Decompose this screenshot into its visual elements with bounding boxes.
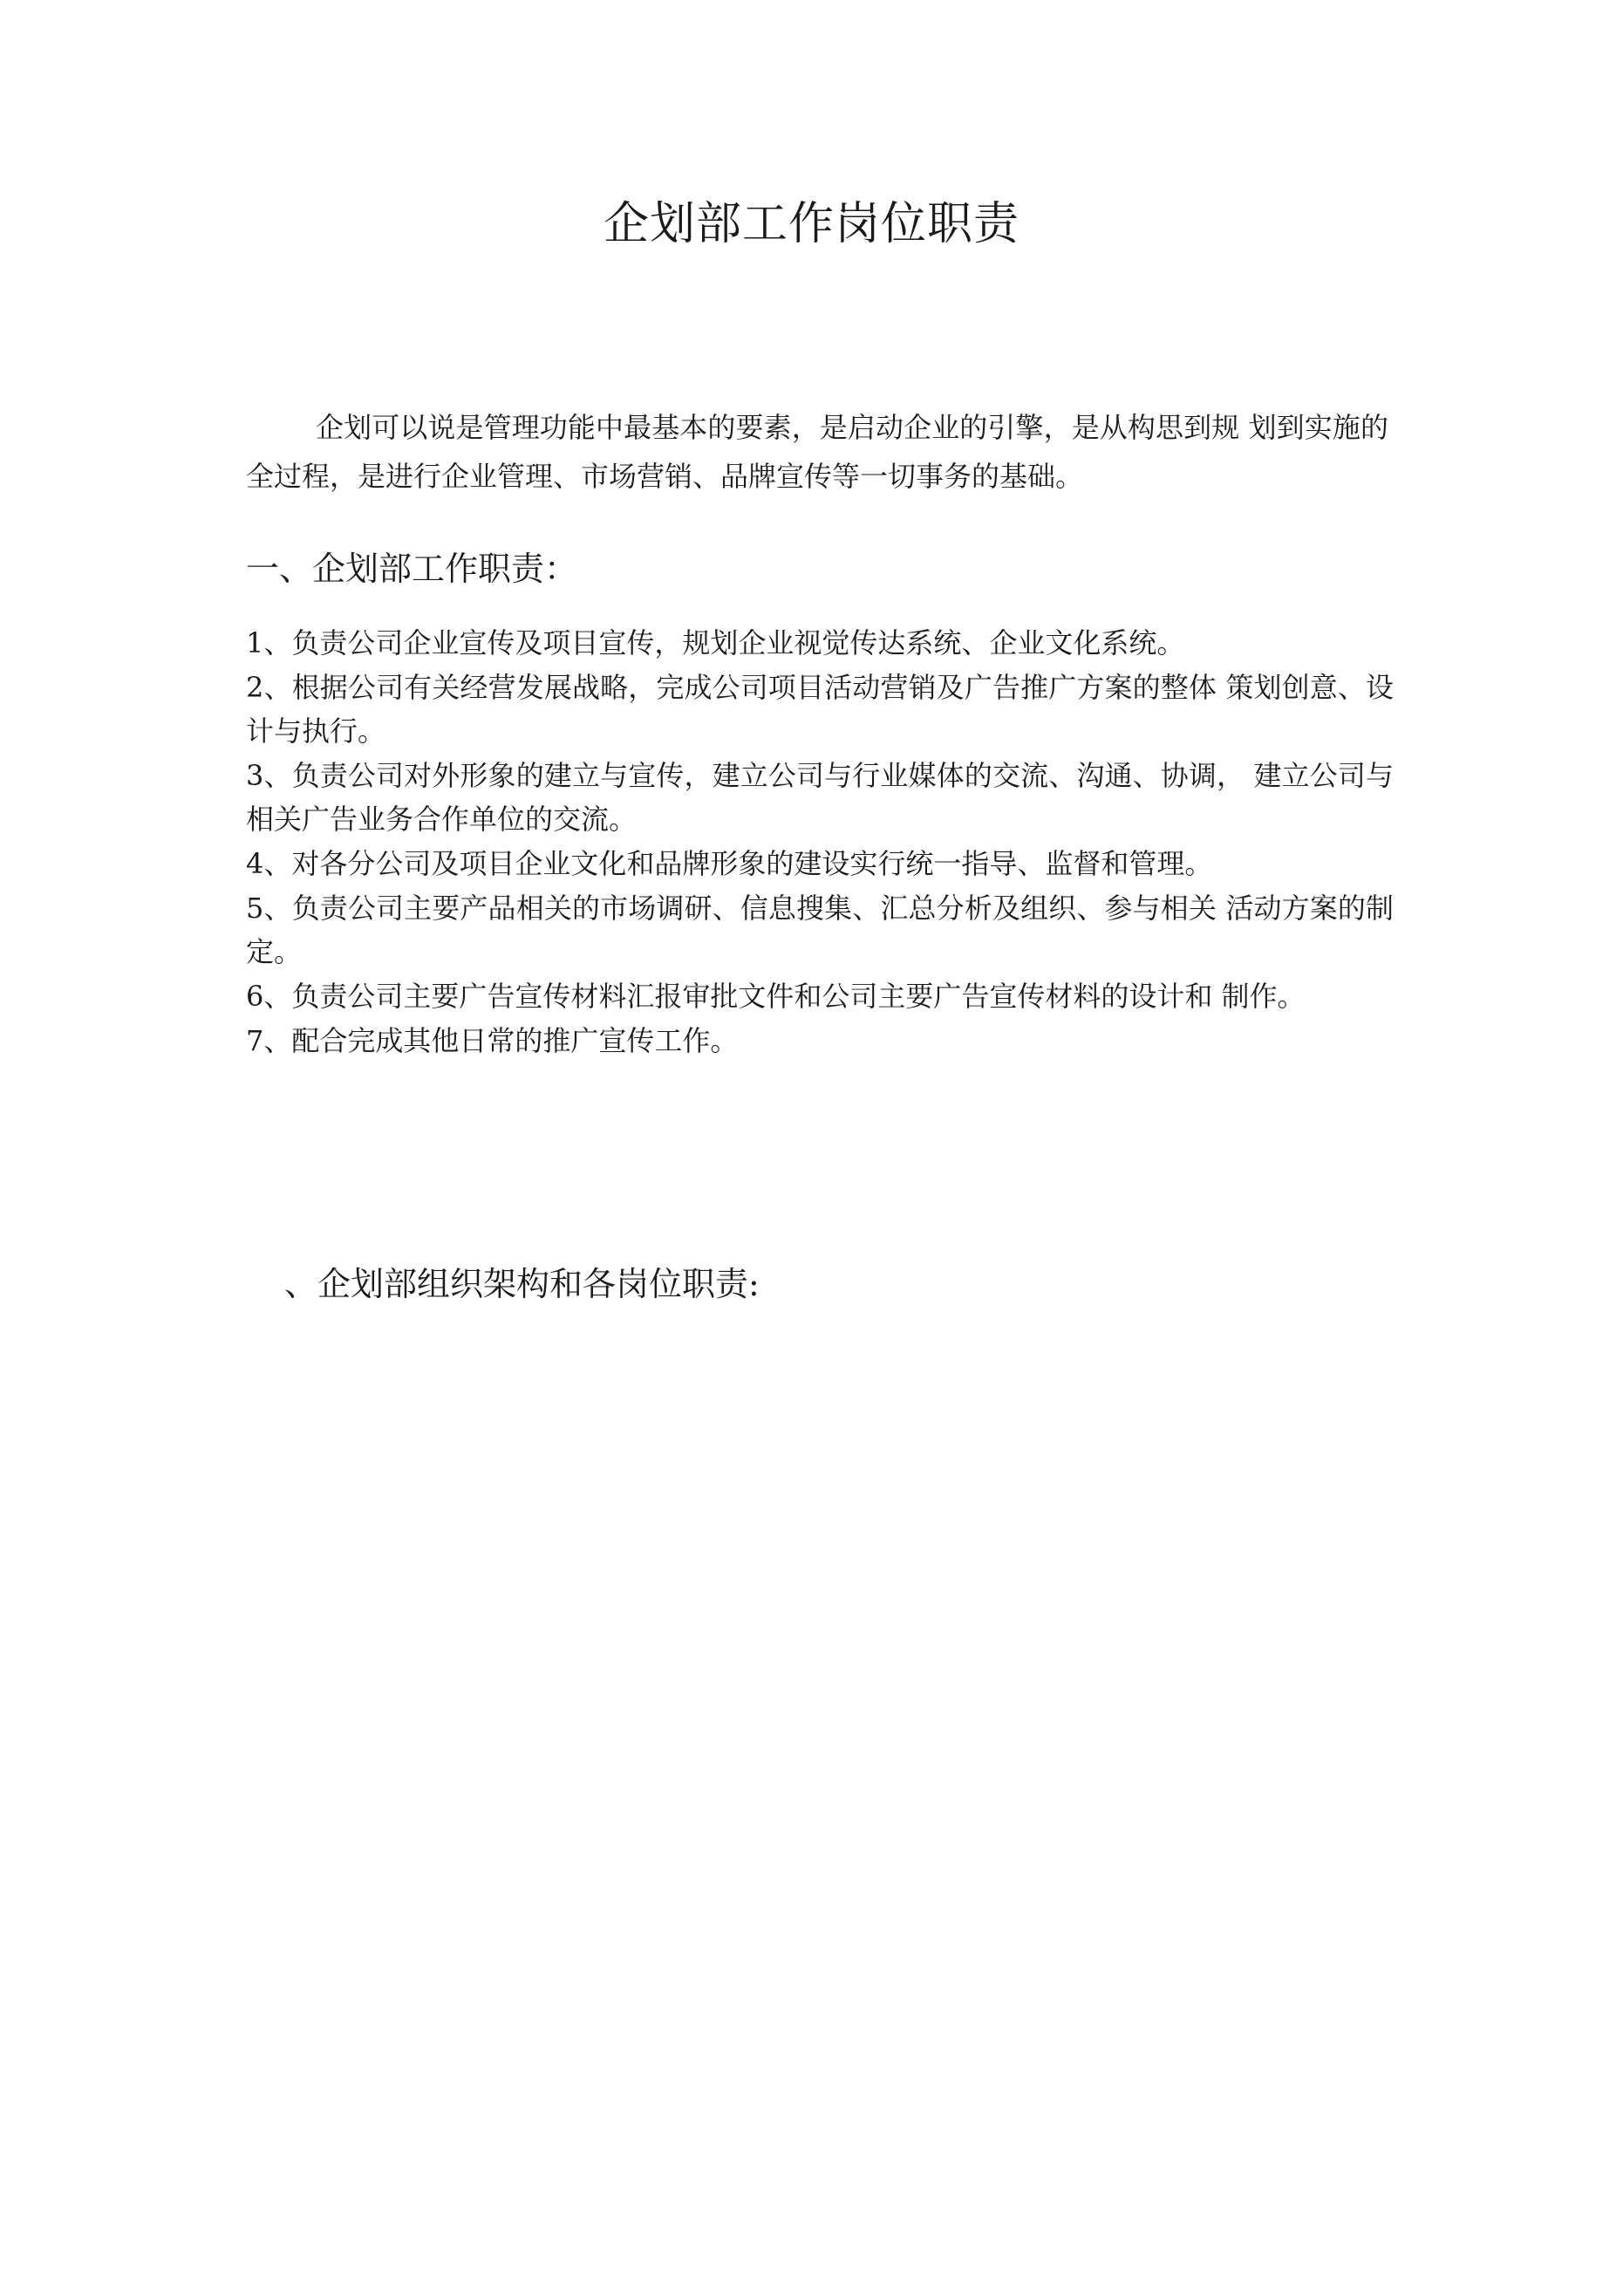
duty-item: 3、负责公司对外形象的建立与宣传，建立公司与行业媒体的交流、沟通、协调， 建立公司与相关广告业务合作单位的交流。 <box>246 759 1394 836</box>
document-title: 企划部工作岗位职责 <box>603 198 1019 250</box>
duties-list <box>246 621 1394 1063</box>
duty-item: 2、根据公司有关经营发展战略，完成公司项目活动营销及广告推广方案的整体 策划创意、设计与执行。 <box>246 671 1394 748</box>
duty-item: 7、配合完成其他日常的推广宣传工作。 <box>246 1024 739 1057</box>
duty-item: 6、负责公司主要广告宣传材料汇报审批文件和公司主要广告宣传材料的设计和 制作。 <box>246 980 1306 1013</box>
intro-paragraph: 企划可以说是管理功能中最基本的要素，是启动企业的引擎，是从构思到规 划到实施的全过程，是进行企业管理、市场营销、品牌宣传等一切事务的基础。 <box>246 411 1388 493</box>
section2-heading: 、企划部组织架构和各岗位职责: <box>284 1265 760 1303</box>
duty-item: 1、负责公司企业宣传及项目宣传，规划企业视觉传达系统、企业文化系统。 <box>246 626 1185 659</box>
section1-heading: 一、企划部工作职责： <box>246 550 578 588</box>
duty-item: 4、对各分公司及项目企业文化和品牌形象的建设实行统一指导、监督和管理。 <box>246 847 1213 880</box>
duty-item: 5、负责公司主要产品相关的市场调研、信息搜集、汇总分析及组织、参与相关 活动方案的制定。 <box>246 892 1394 968</box>
